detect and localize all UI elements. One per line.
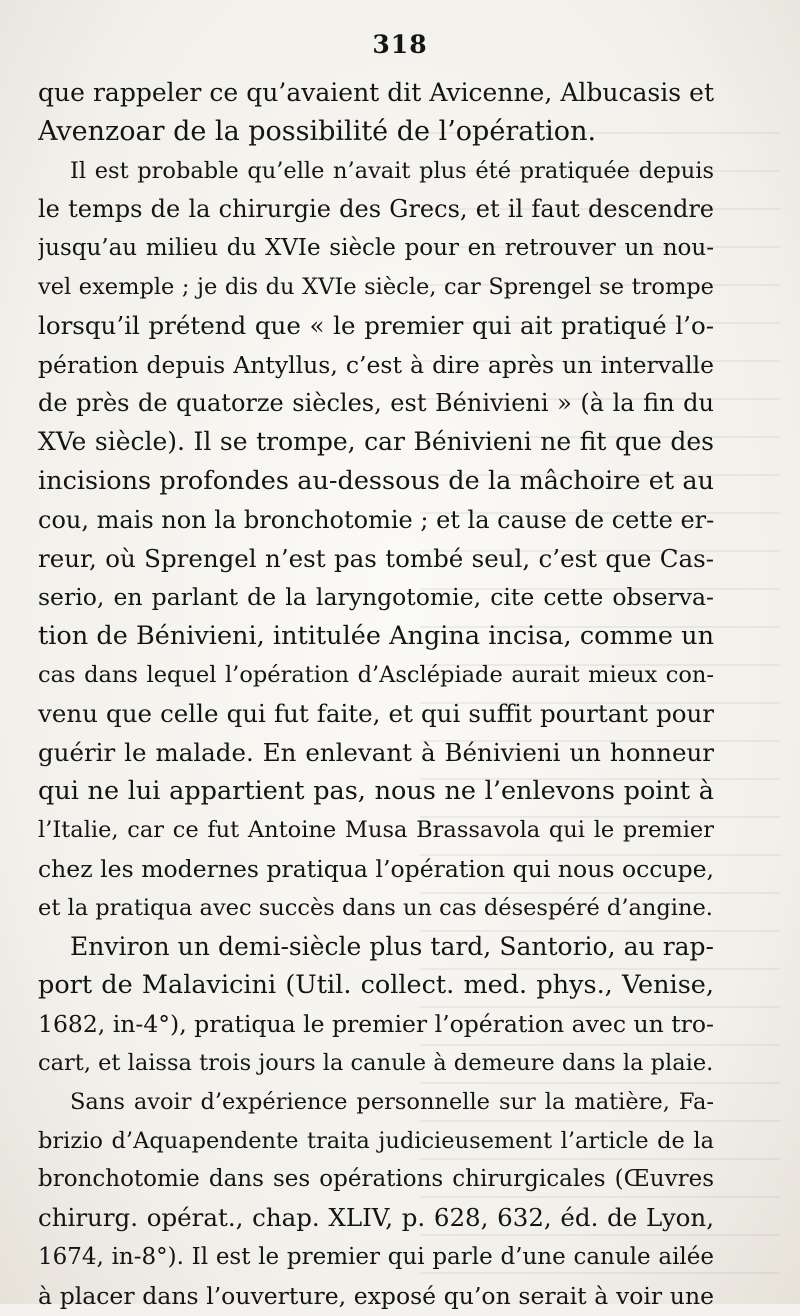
text-line: lorsqu’il prétend que « le premier qui ait pratiqué l’o- (38, 310, 714, 340)
text-line: XVe siècle). Il se trompe, car Bénivieni ne fit que des (38, 427, 714, 457)
text-line: Sans avoir d’expérience personnelle sur la matière, Fa- (70, 1088, 714, 1115)
text-line: de près de quatorze siècles, est Bénivieni » (à la fin du (38, 389, 714, 418)
text-line: incisions profondes au-dessous de la mâchoire et au (38, 465, 714, 496)
text-line: jusqu’au milieu du XVIe siècle pour en retrouver un nou- (38, 235, 714, 262)
text-line: à placer dans l’ouverture, exposé qu’on serait à voir une (38, 1281, 714, 1310)
text-line: cou, mais non la bronchotomie ; et la cause de cette er- (38, 505, 714, 534)
body-text (38, 74, 714, 1316)
text-line: reur, où Sprengel n’est pas tombé seul, c’est que Cas- (38, 543, 714, 573)
text-line: venu que celle qui fut faite, et qui suffit pourtant pour (38, 698, 714, 728)
text-line: qui ne lui appartient pas, nous ne l’enlevons point à (38, 776, 714, 807)
text-line: l’Italie, car ce fut Antoine Musa Brassavola qui le premier (38, 817, 714, 844)
text-line: et la pratiqua avec succès dans un cas désespéré d’angine. (38, 894, 713, 921)
text-line: 1674, in-8°). Il est le premier qui parle d’une canule ailée (38, 1243, 714, 1270)
text-line: Avenzoar de la possibilité de l’opération. (38, 115, 597, 147)
text-line: guérir le malade. En enlevant à Bénivieni un honneur (38, 737, 714, 767)
text-line: que rappeler ce qu’avaient dit Avicenne, Albucasis et (38, 78, 714, 107)
text-line: cas dans lequel l’opération d’Asclépiade aurait mieux con- (38, 661, 714, 688)
text-line: Environ un demi-siècle plus tard, Santorio, au rap- (70, 931, 714, 961)
text-line: brizio d’Aquapendente traita judicieusement l’article de la (38, 1127, 714, 1154)
text-line: tion de Bénivieni, intitulée Angina incisa, comme un (38, 621, 714, 652)
text-line: bronchotomie dans ses opérations chirurgicales (Œuvres (38, 1166, 714, 1193)
text-line: pération depuis Antyllus, c’est à dire après un intervalle (38, 350, 714, 379)
text-line: port de Malavicini (Util. collect. med. phys., Venise, (38, 970, 714, 1001)
text-line: vel exemple ; je dis du XVIe siècle, car Sprengel se trompe (38, 273, 714, 300)
text-line: cart, et laissa trois jours la canule à demeure dans la plaie. (38, 1049, 714, 1076)
text-line: serio, en parlant de la laryngotomie, cite cette observa- (38, 583, 714, 612)
text-line: chez les modernes pratiqua l’opération qui nous occupe, (38, 854, 714, 883)
page-number: 318 (372, 30, 428, 59)
text-line: Il est probable qu’elle n’avait plus été pratiquée depuis (70, 157, 714, 184)
text-line: 1682, in-4°), pratiqua le premier l’opération avec un tro- (38, 1010, 714, 1039)
text-line: chirurg. opérat., chap. XLIV, p. 628, 632, éd. de Lyon, (38, 1203, 714, 1233)
text-line: le temps de la chirurgie des Grecs, et il faut descendre (38, 195, 714, 224)
